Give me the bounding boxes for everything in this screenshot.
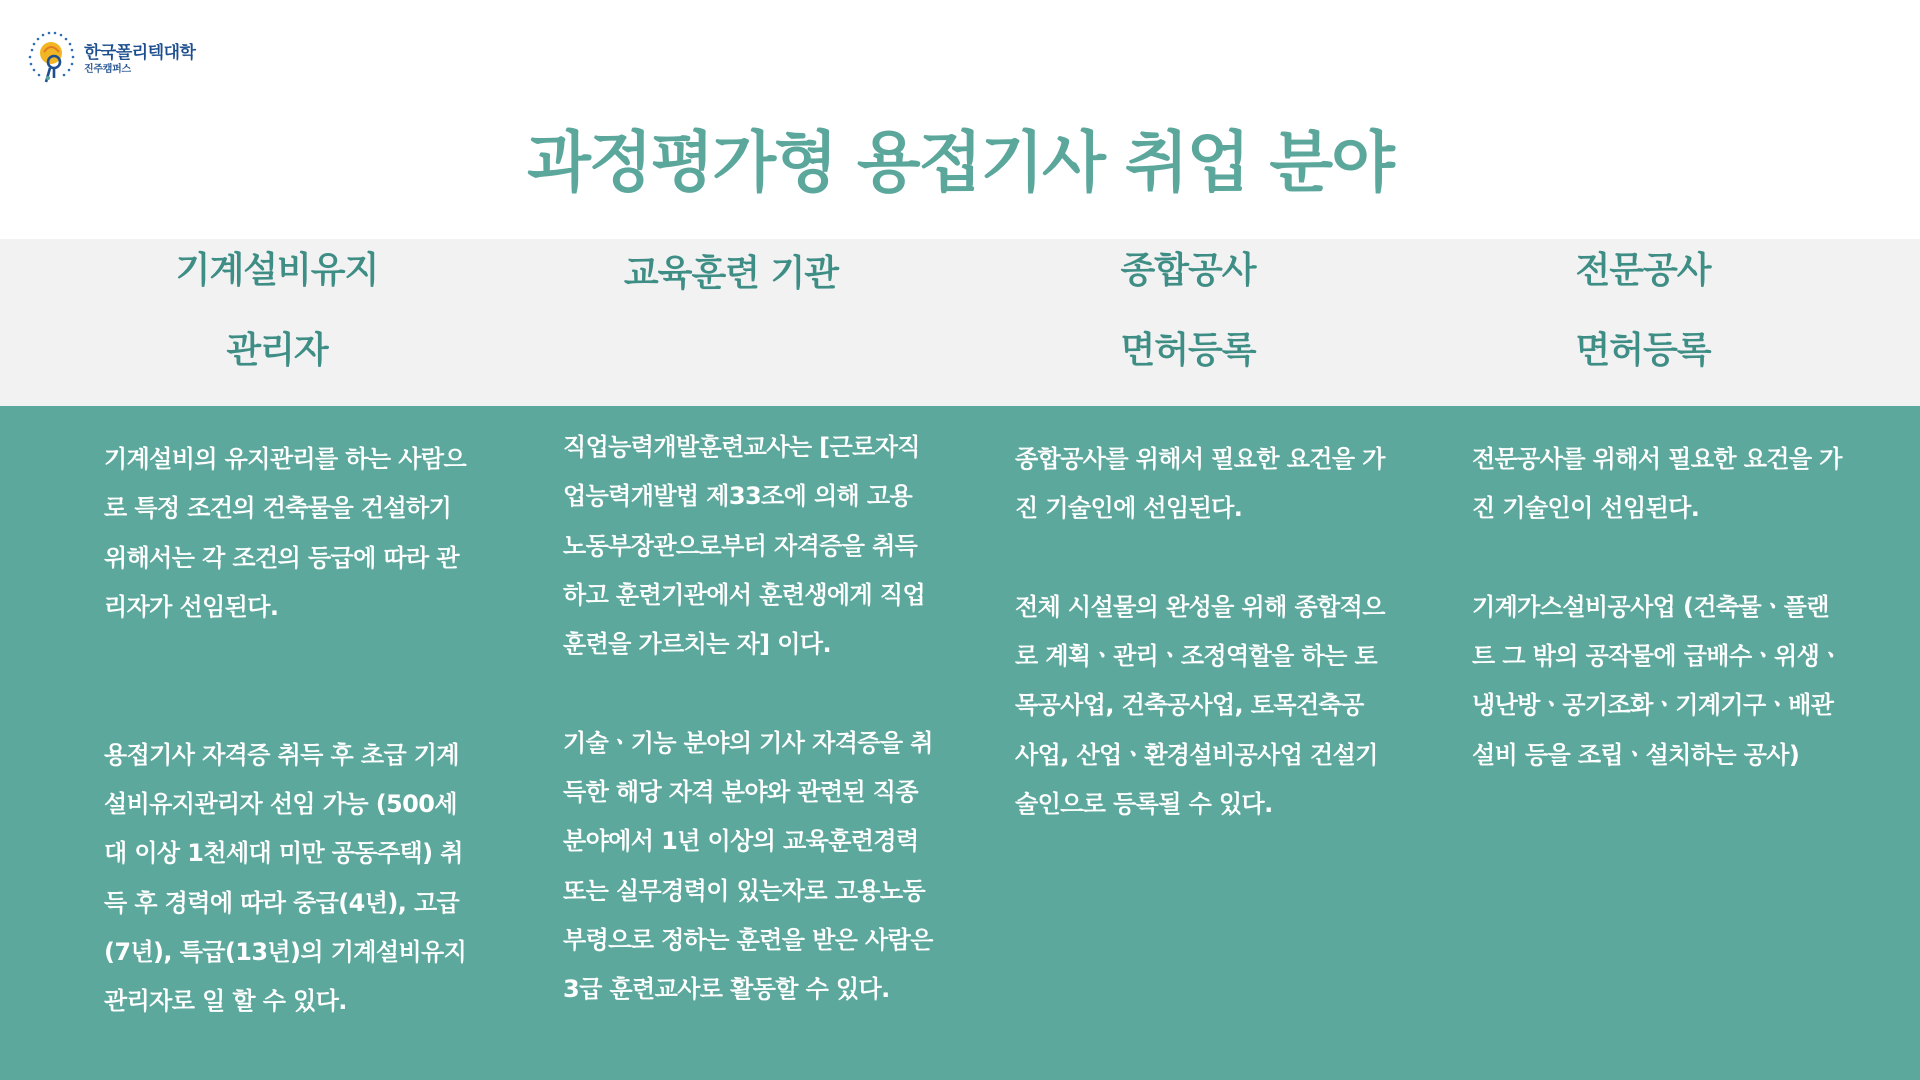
column-paragraph: 기계설비의 유지관리를 하는 사람으로 특정 조건의 건축물을 건설하기 위해서는 각 조건의 등급에 따라 관리자가 선임된다.: [104, 445, 467, 621]
column-paragraph: 직업능력개발훈련교사는 [근로자직업능력개발법 제33조에 의해 고용노동부장관으로부터 자격증을 취득하고 훈련기관에서 훈련생에게 직업훈련을 가르치는 자] 이다.: [563, 433, 926, 659]
column-paragraph: 기계가스설비공사업 (건축물ㆍ플랜트 그 밖의 공작물에 급배수ㆍ위생ㆍ냉난방ㆍ공기조화ㆍ기계기구ㆍ배관설비 등을 조립ㆍ설치하는 공사): [1472, 592, 1842, 769]
campus-name: 진주캠퍼스: [84, 64, 131, 76]
column-body-general-construction: [1015, 435, 1385, 829]
page-title: 과정평가형 용접기사 취업 분야: [527, 124, 1393, 201]
college-logo-text: [84, 44, 195, 75]
paragraph-spacer: [104, 632, 474, 731]
college-logo: [24, 28, 195, 92]
column-paragraph: 용접기사 자격증 취득 후 초급 기계설비유지관리자 선임 가능 (500세대 이상 1천세대 미만 공동주택) 취득 후 경력에 따라 중급(4년), 고급(7년), 특급(13년)의 기계설비유지관리자로 일 할 수 있다.: [104, 740, 467, 1016]
column-paragraph: 전문공사를 위해서 필요한 요건을 가진 기술인이 선임된다.: [1472, 445, 1842, 523]
column-body-facility-maintenance: [104, 435, 474, 1027]
column-heading-training-institution: 교육훈련 기관: [623, 253, 839, 294]
college-logo-emblem-icon: [24, 28, 82, 92]
column-paragraph: 전체 시설물의 완성을 위해 종합적으로 계획ㆍ관리ㆍ조정역할을 하는 토목공사업, 건축공사업, 토목건축공사업, 산업ㆍ환경설비공사업 건설기술인으로 등록될 수 있다.: [1015, 592, 1385, 819]
column-body-training-institution: [563, 423, 933, 1015]
column-paragraph: 기술ㆍ기능 분야의 기사 자격증을 취득한 해당 자격 분야와 관련된 직종 분야에서 1년 이상의 교육훈련경력 또는 실무경력이 있는자로 고용노동부령으로 정하는 훈련을 받은 사람은 3급 훈련교사로 활동할 수 있다.: [563, 728, 933, 1004]
column-paragraph: 종합공사를 위해서 필요한 요건을 가진 기술인에 선임된다.: [1015, 445, 1385, 523]
paragraph-spacer: [1015, 534, 1385, 583]
paragraph-spacer: [563, 669, 933, 718]
column-heading-general-construction: 종합공사 면허등록: [1120, 250, 1256, 371]
column-body-specialty-construction: [1472, 435, 1842, 780]
college-name: 한국폴리텍대학: [84, 43, 196, 64]
column-heading-facility-maintenance: 기계설비유지 관리자: [175, 250, 379, 371]
paragraph-spacer: [1472, 534, 1842, 583]
column-heading-specialty-construction: 전문공사 면허등록: [1575, 250, 1711, 371]
